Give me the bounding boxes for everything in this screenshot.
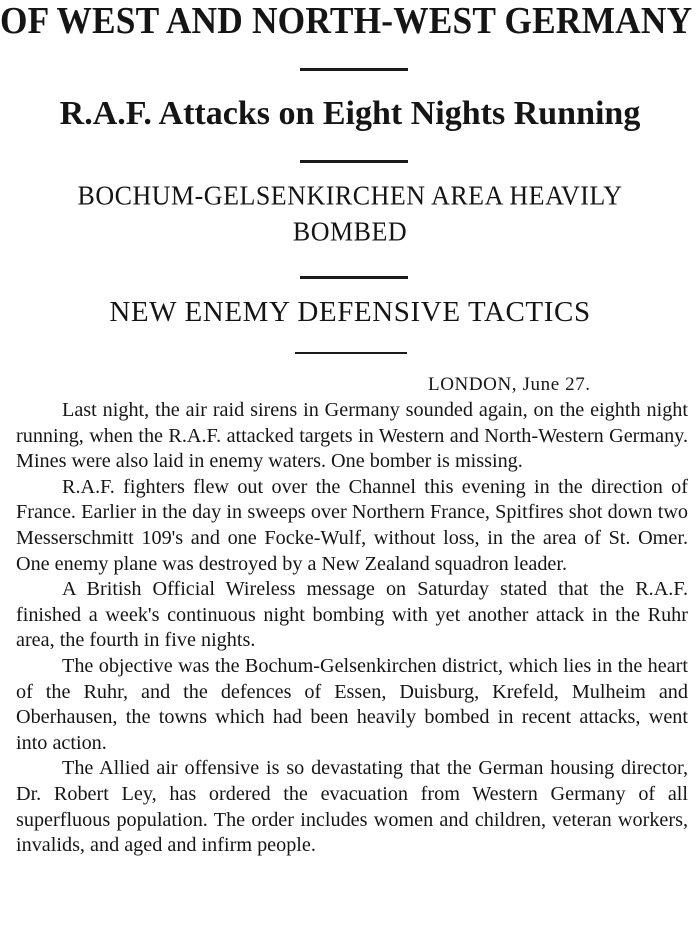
article-body <box>16 398 688 859</box>
headline-divider <box>300 276 408 279</box>
headline-divider <box>300 68 408 71</box>
paragraph: A British Official Wireless message on Saturday stated that the R.A.F. finished a week's continuous night bombing with yet another attack in the Ruhr area, the fourth in five nights. <box>16 578 688 652</box>
paragraph: The objective was the Bochum-Gelsenkirchen district, which lies in the heart of the Ruhr, and the defences of Essen, Duisburg, Krefeld, Mulheim and Oberhausen, the towns which had been heavily bombed in recent attacks, went into action. <box>16 654 688 754</box>
subheadline: BOCHUM-GELSENKIRCHEN AREA HEAVILY BOMBED <box>77 180 623 247</box>
headline-top: OF WEST AND NORTH-WEST GERMANY <box>0 0 693 42</box>
paragraph: R.A.F. fighters flew out over the Channel this evening in the direction of France. Earlier in the day in sweeps over Northern France, Spitfires shot down two Messerschmitt 109's and one Focke-Wulf, without loss, in the area of St. Omer. One enemy plane was destroyed by a New Zealand squadron leader. <box>16 475 688 575</box>
headline-divider <box>295 352 407 354</box>
headline-divider <box>300 160 408 163</box>
headline-main: R.A.F. Attacks on Eight Nights Running <box>59 95 641 132</box>
dateline: LONDON, June 27. <box>428 374 591 395</box>
paragraph: Last night, the air raid sirens in Germany sounded again, on the eighth night running, when the R.A.F. attacked targets in Western and North-Western Germany. Mines were also laid in enemy waters. One bomber is missing. <box>16 399 688 473</box>
subheadline-secondary: NEW ENEMY DEFENSIVE TACTICS <box>109 296 591 328</box>
paragraph: The Allied air offensive is so devastating that the German housing director, Dr. Robert Ley, has ordered the evacuation from Western Germany of all superfluous population. The order includes women and children, veteran workers, invalids, and aged and infirm people. <box>16 757 688 857</box>
